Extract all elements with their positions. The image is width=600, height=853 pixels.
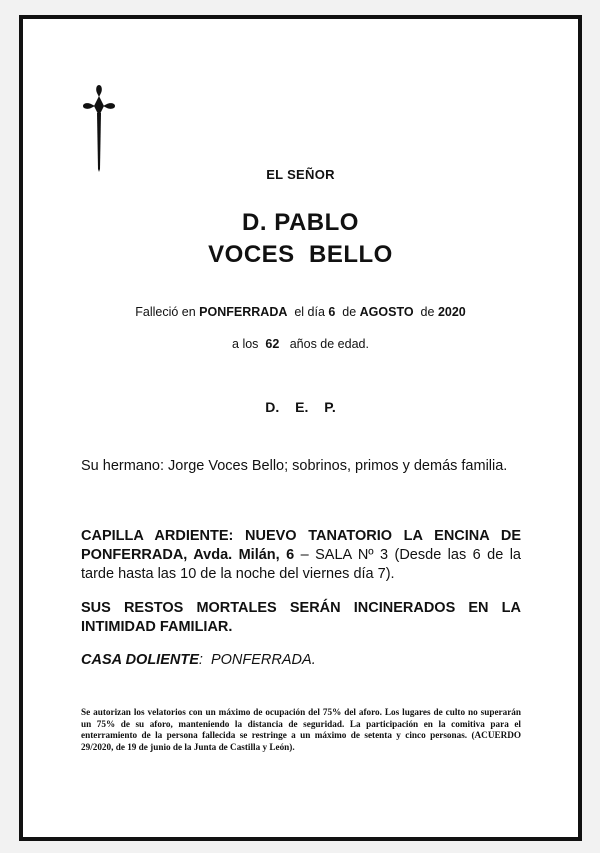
age-line: [23, 337, 578, 351]
death-month: AGOSTO: [359, 305, 414, 319]
death-text-4: de: [413, 305, 438, 319]
death-place: PONFERRADA: [199, 305, 288, 319]
chapel-details: – SALA Nº 3 (Desde las 6 de la tarde hasta las 10 de la noche del viernes día 7).: [81, 547, 521, 582]
family-paragraph: Su hermano: Jorge Voces Bello; sobrinos, primos y demás familia.: [81, 458, 508, 474]
heading: EL SEÑOR: [266, 167, 335, 182]
death-day: 6: [328, 305, 336, 319]
home-value: PONFERRADA.: [210, 652, 316, 668]
death-text-2: el día: [287, 305, 329, 319]
death-text-3: de: [335, 305, 360, 319]
death-line: [23, 305, 578, 319]
home-paragraph: [81, 651, 521, 670]
dep-text: D. E. P.: [265, 399, 336, 415]
death-text-1: Falleció en: [135, 305, 200, 319]
chapel-bold: CAPILLA ARDIENTE: NUEVO TANATORIO LA ENCINA DE PONFERRADA, Avda. Milán, 6: [81, 528, 521, 563]
deceased-name-last: VOCES BELLO: [208, 241, 393, 268]
cross-icon: [81, 83, 117, 173]
death-year: 2020: [437, 305, 466, 319]
chapel-paragraph: [81, 527, 521, 584]
age-text-2: años de edad.: [279, 337, 369, 351]
deceased-name-first: D. PABLO: [242, 209, 359, 236]
age-value: 62: [265, 337, 280, 351]
home-label: CASA DOLIENTE: [81, 652, 199, 668]
remains-paragraph: SUS RESTOS MORTALES SERÁN INCINERADOS EN LA INTIMIDAD FAMILIAR.: [81, 600, 521, 635]
legal-notice: Se autorizan los velatorios con un máximo de ocupación del 75% del aforo. Los lugares de culto no superarán un 75% de su aforo, manteniendo la distancia de seguridad. La participación en la comitiva para el enterramiento de la persona fallecida se restringe a un máximo de setenta y cinco personas. (ACUERDO 29/2020, de 19 de junio de la Junta de Castilla y León).: [81, 707, 521, 752]
age-text-1: a los: [232, 337, 266, 351]
obituary-card: [19, 15, 582, 841]
home-colon: :: [198, 652, 211, 668]
